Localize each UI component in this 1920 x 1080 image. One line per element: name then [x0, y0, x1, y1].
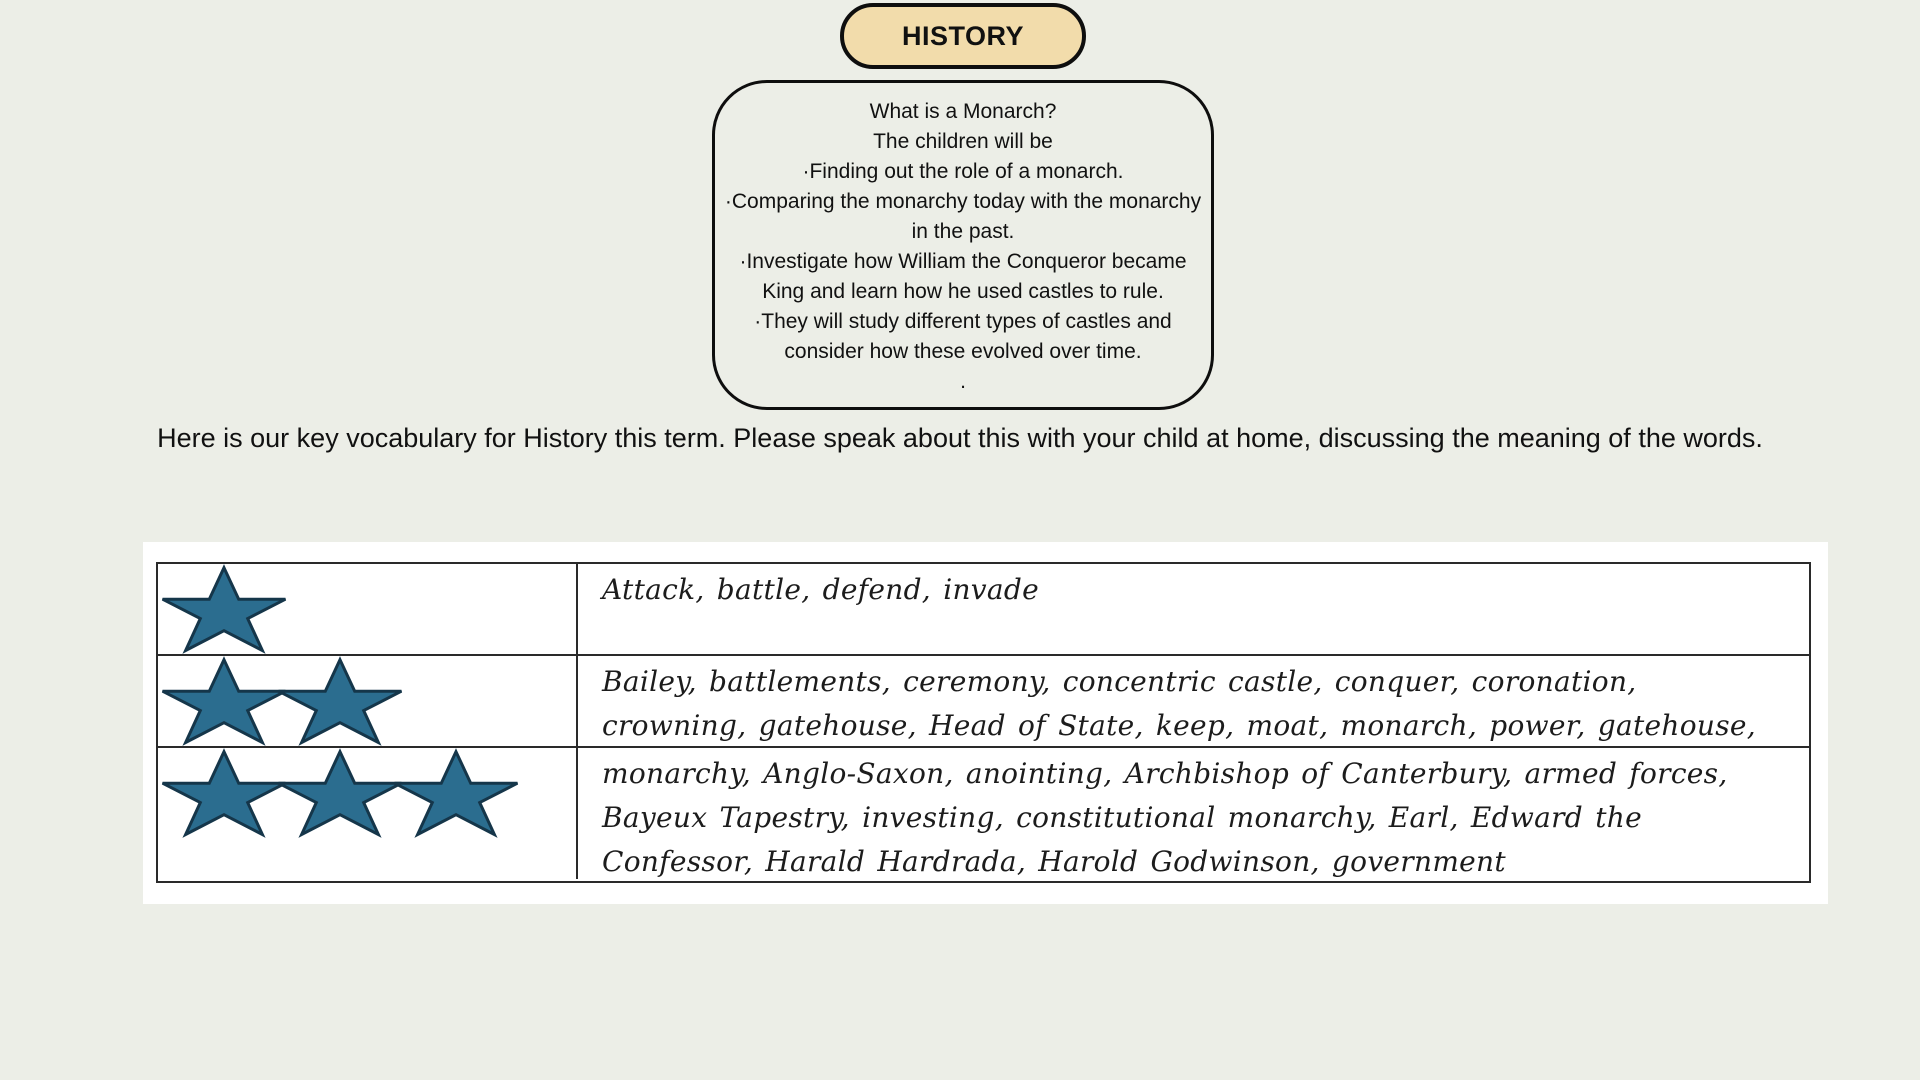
- overview-line: What is a Monarch?: [869, 100, 1057, 123]
- vocabulary-panel: [143, 542, 1828, 904]
- vocab-table-row: [158, 746, 1809, 879]
- monarch-overview-text: [715, 97, 1211, 397]
- vocabulary-line: Attack, battle, defend, invade: [602, 573, 1040, 606]
- overview-line: King and learn how he used castles to rule.: [762, 280, 1164, 303]
- overview-line: in the past.: [911, 220, 1015, 243]
- vocabulary-words-cell: [578, 656, 1809, 746]
- vocab-table-row: [158, 654, 1809, 746]
- vocabulary-line: Bayeux Tapestry, investing, constitutional monarchy, Earl, Edward the: [602, 801, 1642, 834]
- star-icon: [276, 657, 404, 747]
- star-icon: [160, 565, 288, 655]
- overview-line: ·Investigate how William the Conqueror became: [739, 250, 1187, 273]
- vocabulary-line: crowning, gatehouse, Head of State, keep, moat, monarch, power, gatehouse,: [602, 709, 1756, 742]
- history-badge-label: HISTORY: [901, 20, 1025, 51]
- monarch-overview-box: [712, 80, 1214, 410]
- overview-line: consider how these evolved over time.: [784, 340, 1142, 363]
- vocabulary-line: Bailey, battlements, ceremony, concentric castle, conquer, coronation,: [602, 665, 1637, 698]
- star-icon: [392, 749, 520, 839]
- vocabulary-intro-text: Here is our key vocabulary for History this term. Please speak about this with your child at home, discussing the meaning of the words.: [157, 423, 1763, 453]
- history-badge: [840, 3, 1086, 69]
- vocab-table-row: [158, 564, 1809, 654]
- star-rating-cell: [158, 564, 578, 654]
- overview-line: ·Comparing the monarchy today with the monarchy: [724, 190, 1202, 213]
- star-icon: [160, 749, 288, 839]
- overview-line: ·They will study different types of castles and: [754, 310, 1172, 333]
- vocabulary-words-cell: [578, 748, 1809, 879]
- overview-line: ·Finding out the role of a monarch.: [802, 160, 1124, 183]
- vocabulary-line: monarchy, Anglo-Saxon, anointing, Archbishop of Canterbury, armed forces,: [602, 757, 1728, 790]
- star-icon: [276, 749, 404, 839]
- vocabulary-words-cell: [578, 564, 1809, 654]
- vocabulary-table: [156, 562, 1811, 883]
- overview-line: .: [960, 370, 966, 393]
- star-rating-cell: [158, 748, 578, 879]
- overview-line: The children will be: [873, 130, 1053, 153]
- star-icon: [160, 657, 288, 747]
- vocabulary-line: Confessor, Harald Hardrada, Harold Godwinson, government: [602, 845, 1506, 878]
- star-rating-cell: [158, 656, 578, 746]
